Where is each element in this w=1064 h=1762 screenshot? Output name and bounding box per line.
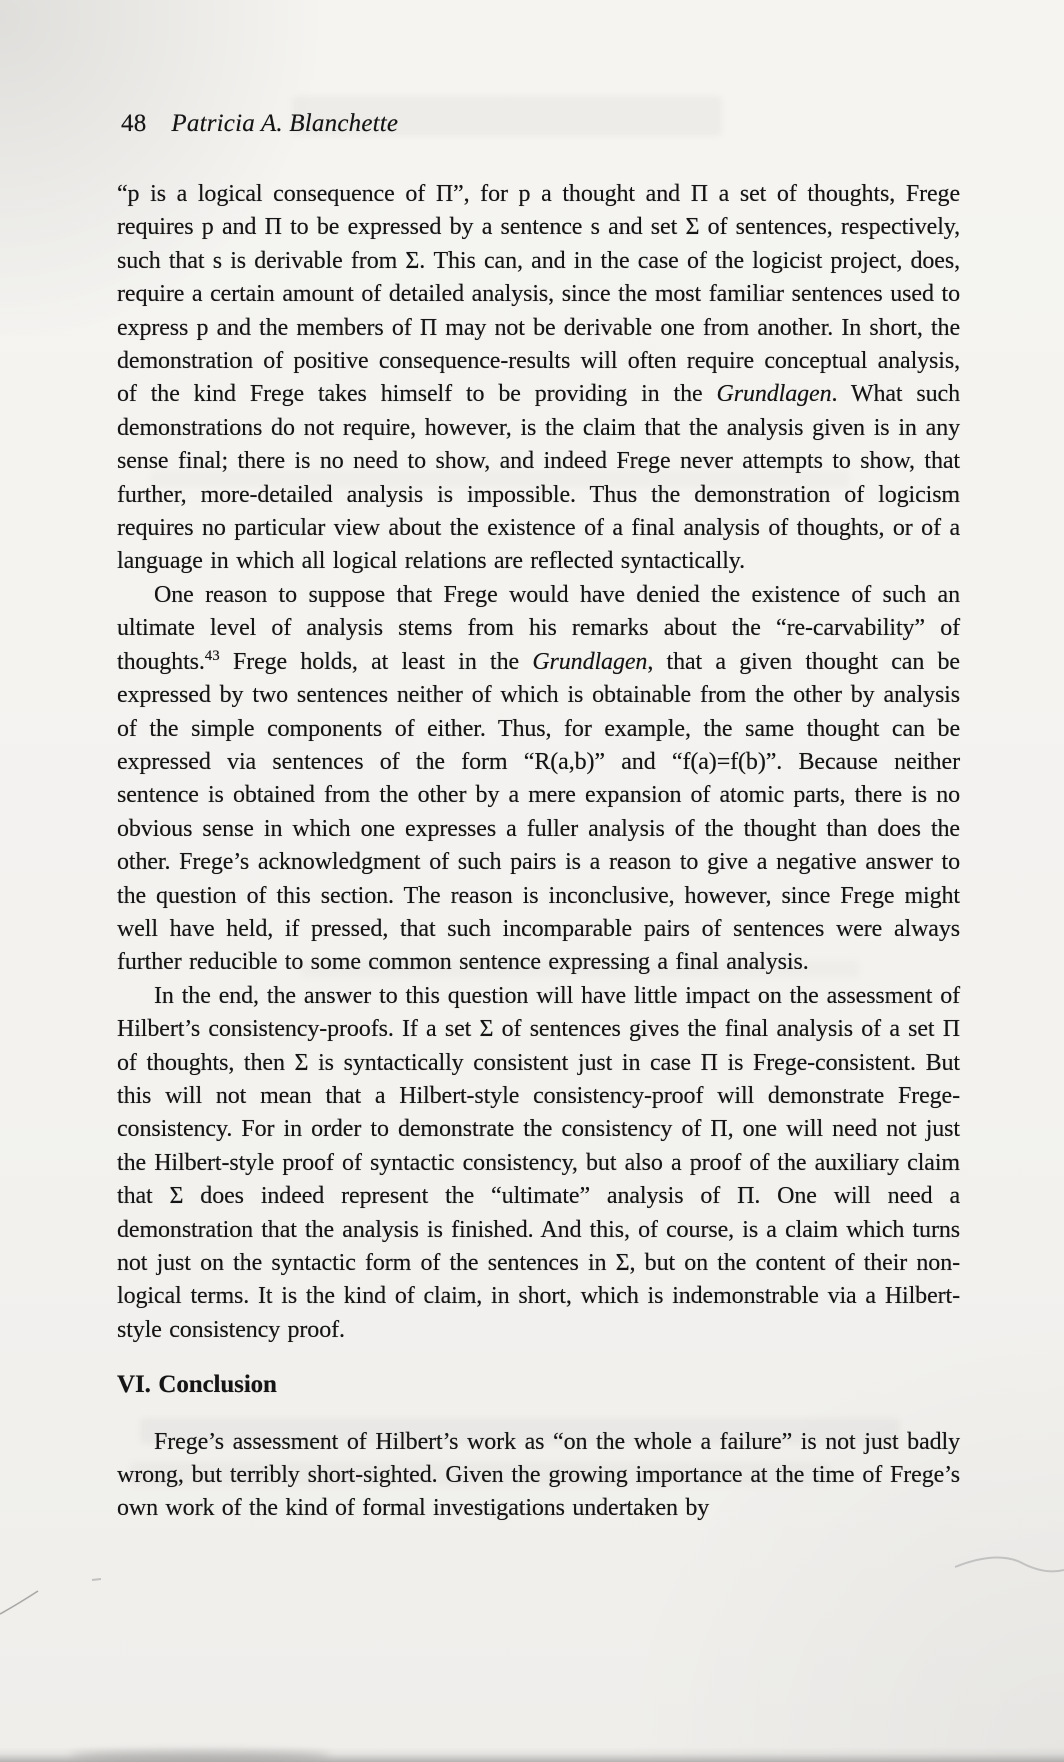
running-head [121, 110, 398, 138]
paragraph [117, 1426, 960, 1526]
author-name: Patricia A. Blanchette [171, 110, 399, 137]
text-segment: “p is a logical consequence of Π”, for p a thought and Π a set of thoughts, Frege requires p and Π to be expressed by a sentence s and set Σ of sentences, respectively, such that s is derivable from Σ. This can, and in the case of the logicist project, does, require a certain amount of detailed analysis, since the most familiar sentences used to express p and the members of Π may not be derivable one from another. In short, the demonstration of positive consequence-results will often require conceptual analysis, of the kind Frege takes himself to be providing in the [117, 181, 960, 408]
scan-mark-right-curve [955, 1558, 1064, 1572]
text-segment: One reason to suppose that Frege would have denied the existence of such an ultimate level of analysis stems from his remarks about the “re-carvability” of thoughts. [117, 581, 960, 675]
footnote-reference: 43 [204, 647, 220, 664]
paragraphs-after-heading [117, 1426, 960, 1526]
scan-edge-blotch [70, 1750, 330, 1760]
text-segment: In the end, the answer to this question will have little impact on the assessment of Hilbert’s consistency-proofs. If a set Σ of sentences gives the final analysis of a set Π of thoughts, then Σ is syntactically consistent just in case Π is Frege-consistent. But this will not mean that a Hilbert-style consistency-proof will demonstrate Frege-consistency. For in order to demonstrate the consistency of Π, one will need not just the Hilbert-style proof of syntactic consistency, but also a proof of the auxiliary claim that Σ does indeed represent the “ultimate” analysis of Π. One will need a demonstration that the analysis is finished. And this, of course, is a claim which turns not just on the syntactic form of the sentences in Σ, but on the content of their non-logical terms. It is the kind of claim, in short, which is indemonstrable via a Hilbert-style consistency proof. [117, 982, 960, 1343]
page-number: 48 [121, 110, 147, 137]
scan-mark-dash [92, 1579, 101, 1580]
text-segment: Frege’s assessment of Hilbert’s work as “on the whole a failure” is not just badly wrong, but terribly short-sighted. Given the growing importance at the time of Frege’s own work of the kind of formal investigations undertaken by [117, 1428, 960, 1522]
text-segment: Grundlagen [532, 648, 648, 675]
text-segment: . What such demonstrations do not require, however, is the claim that the analysis given is in any sense final; there is no need to show, and indeed Frege never attempts to show, that further, more-detailed analysis is impossible. Thus the demonstration of logicism requires no particular view about the existence of a final analysis of thoughts, or of a language in which all logical relations are reflected syntactically. [117, 381, 960, 575]
text-segment: Frege holds, at least in the [219, 648, 533, 675]
paragraph [117, 178, 960, 579]
paragraphs-before-heading [117, 178, 960, 1347]
paragraph [117, 579, 960, 980]
text-segment: Grundlagen [716, 381, 832, 408]
scan-mark-bottom-left [0, 1591, 38, 1614]
text-segment: , that a given thought can be expressed by two sentences neither of which is obtainable from the other by analysis of the simple components of either. Thus, for example, the same thought can be expressed via sentences of the form “R(a,b)” and “f(a)=f(b)”. Because neither sentence is obtained from the other by a mere expansion of atomic parts, there is no obvious sense in which one expresses a fuller analysis of the thought than does the other. Frege’s acknowledgment of such pairs is a reason to give a negative answer to the question of this section. The reason is inconclusive, however, since Frege might well have held, if pressed, that such incomparable pairs of sentences were always further reducible to some common sentence expressing a final analysis. [117, 648, 960, 976]
body-text-column [117, 178, 960, 1526]
paragraph [117, 980, 960, 1347]
section-heading: VI. Conclusion [117, 1371, 277, 1399]
